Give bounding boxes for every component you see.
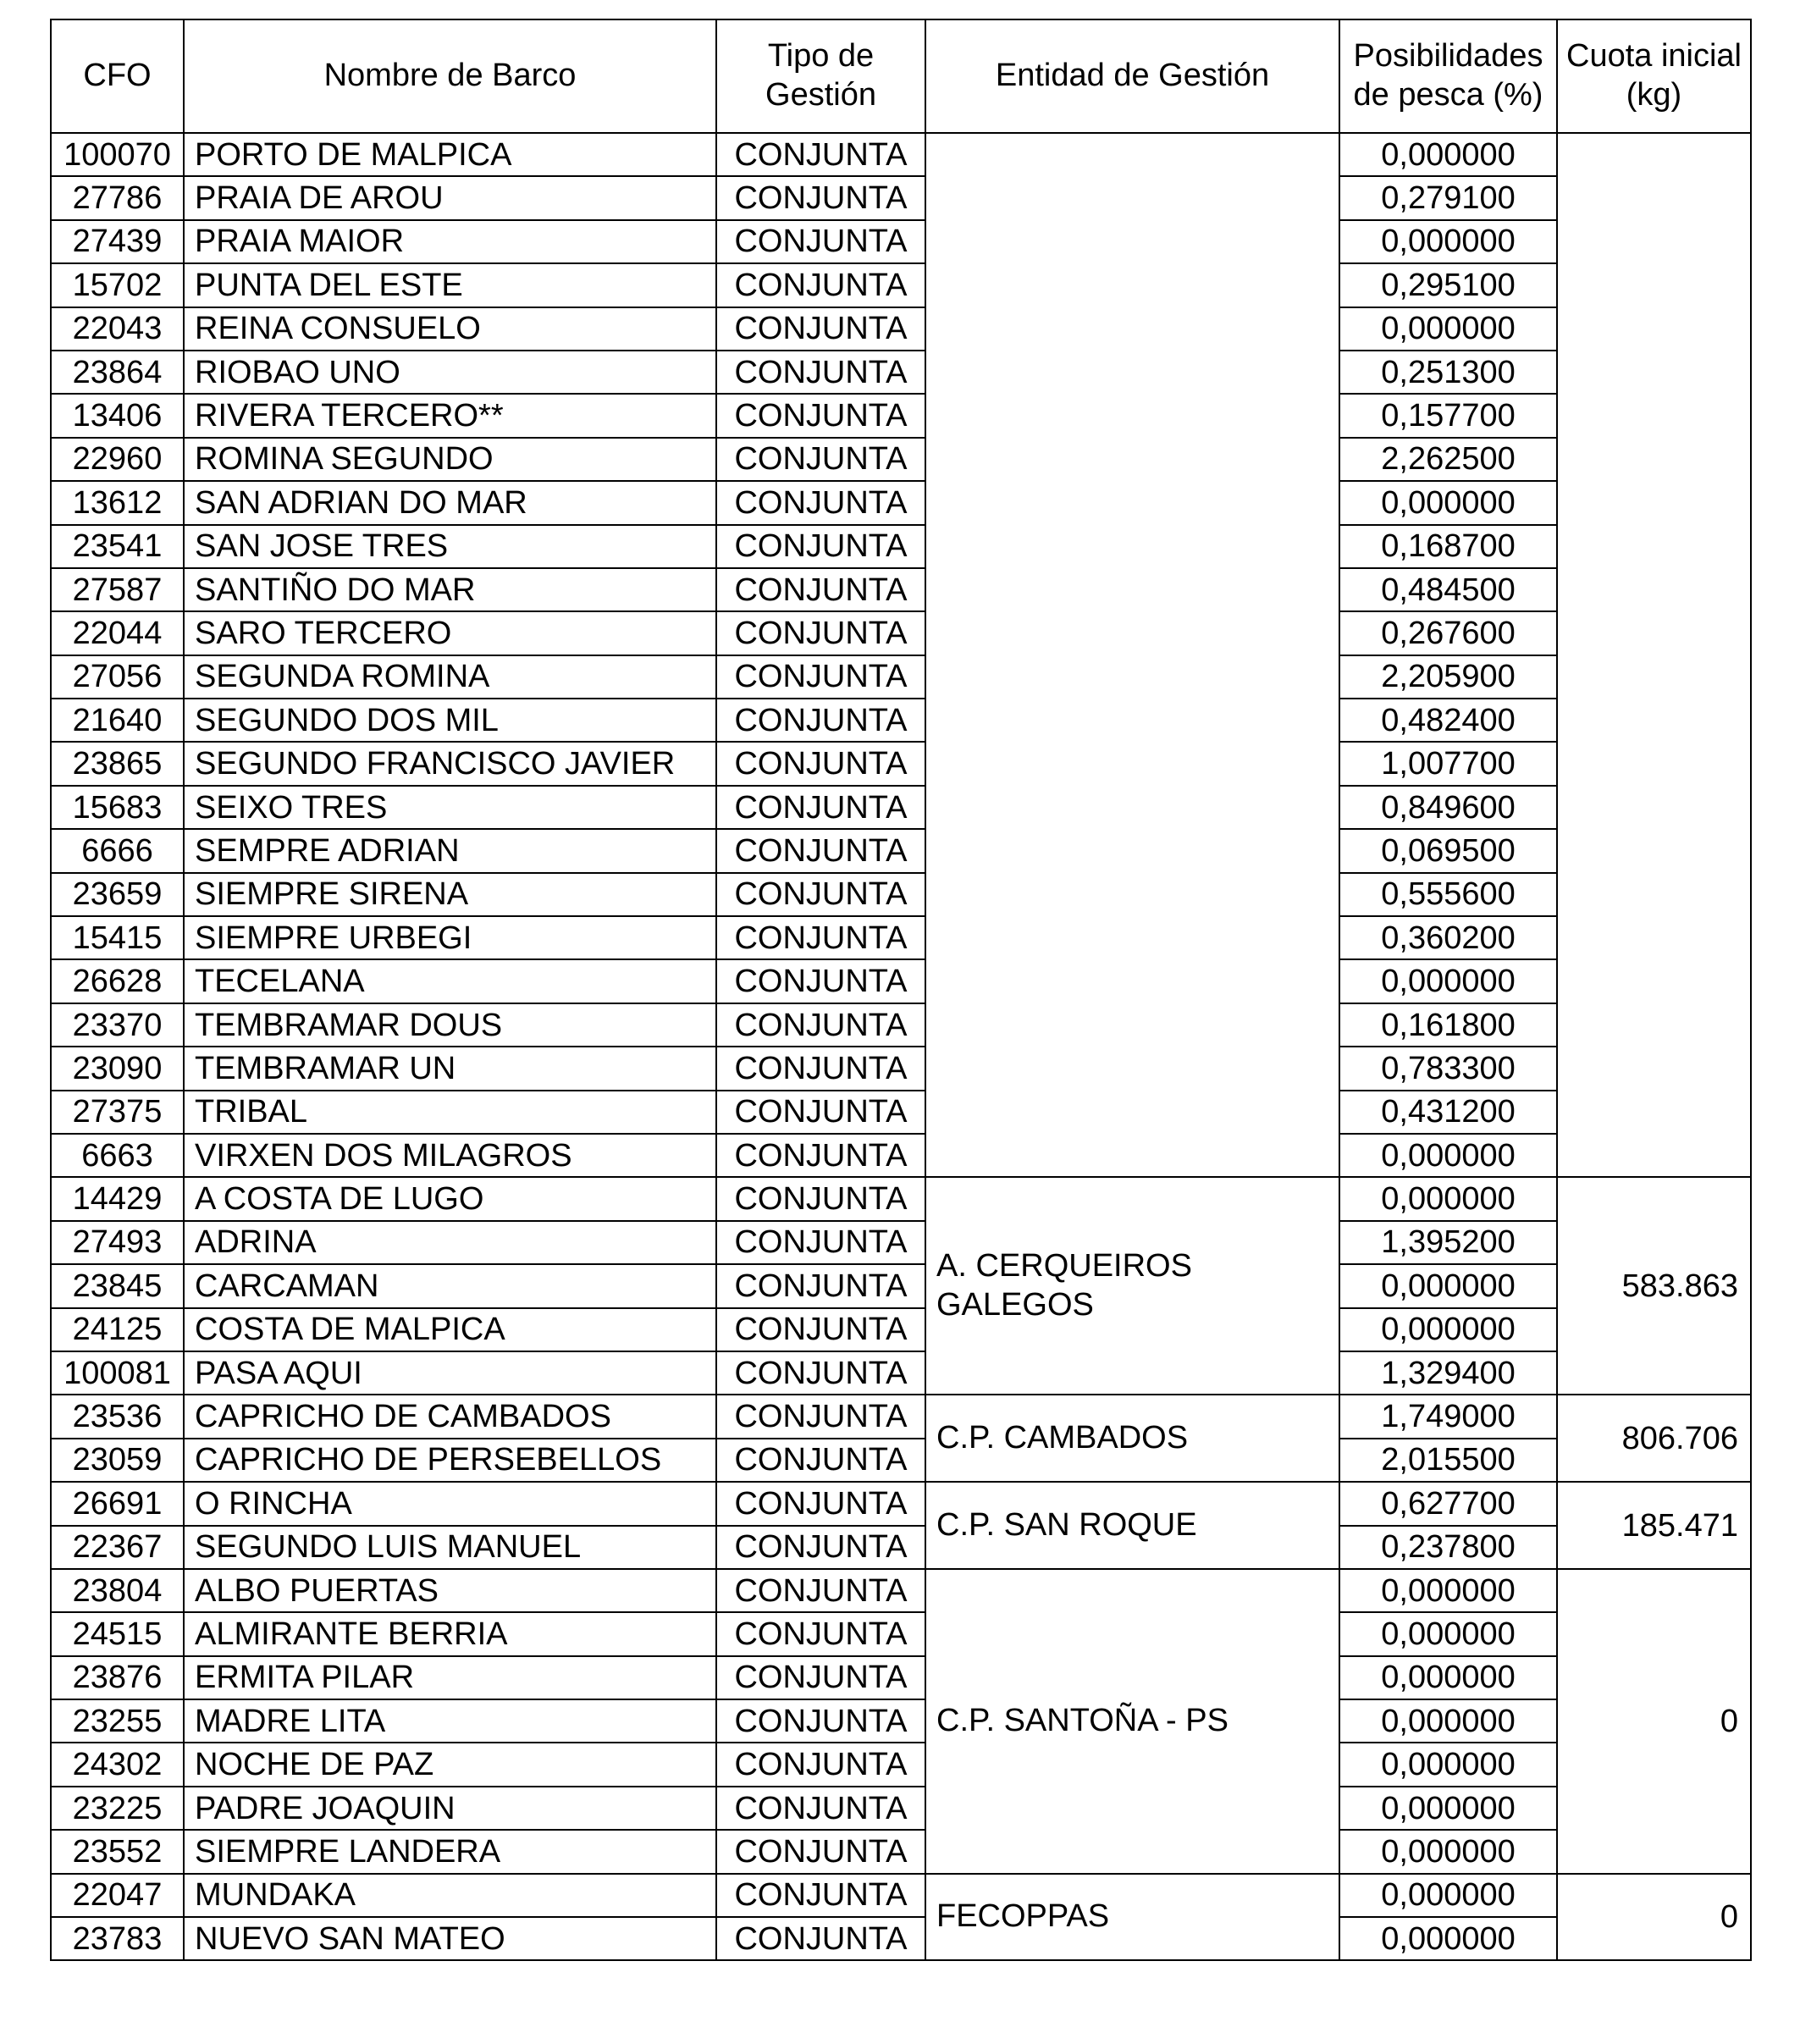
table-row [51, 959, 1751, 1003]
table-row [51, 1439, 1751, 1482]
table-row [51, 351, 1751, 394]
table-row [51, 133, 1751, 176]
table-row [51, 263, 1751, 307]
fishing-possibilities-cell: 0,000000 [1339, 1656, 1557, 1699]
fishing-possibilities-cell: 0,000000 [1339, 1917, 1557, 1960]
cfo-cell: 23255 [51, 1699, 184, 1743]
vessel-name-cell: CAPRICHO DE PERSEBELLOS [184, 1439, 716, 1482]
management-entity-cell [925, 133, 1339, 1177]
quota-table [50, 19, 1752, 1961]
management-type-cell: CONJUNTA [716, 307, 925, 351]
header-entidad: Entidad de Gestión [925, 19, 1339, 133]
vessel-name-cell: PORTO DE MALPICA [184, 133, 716, 176]
management-type-cell: CONJUNTA [716, 1482, 925, 1525]
table-row [51, 1569, 1751, 1612]
fishing-possibilities-cell: 0,000000 [1339, 1264, 1557, 1307]
vessel-name-cell: PUNTA DEL ESTE [184, 263, 716, 307]
table-row [51, 1221, 1751, 1264]
table-row [51, 1351, 1751, 1395]
management-type-cell: CONJUNTA [716, 1308, 925, 1351]
management-type-cell: CONJUNTA [716, 1656, 925, 1699]
vessel-name-cell: SANTIÑO DO MAR [184, 568, 716, 611]
vessel-name-cell: SEIXO TRES [184, 786, 716, 829]
fishing-possibilities-cell: 0,849600 [1339, 786, 1557, 829]
fishing-possibilities-cell: 0,000000 [1339, 133, 1557, 176]
cfo-cell: 27493 [51, 1221, 184, 1264]
vessel-name-cell: TEMBRAMAR UN [184, 1047, 716, 1090]
fishing-possibilities-cell: 0,000000 [1339, 1787, 1557, 1830]
cfo-cell: 23090 [51, 1047, 184, 1090]
management-type-cell: CONJUNTA [716, 438, 925, 481]
management-type-cell: CONJUNTA [716, 1221, 925, 1264]
table-row [51, 611, 1751, 655]
cfo-cell: 26628 [51, 959, 184, 1003]
management-type-cell: CONJUNTA [716, 1917, 925, 1960]
management-type-cell: CONJUNTA [716, 1743, 925, 1786]
management-type-cell: CONJUNTA [716, 1264, 925, 1307]
initial-quota-cell: 583.863 [1557, 1177, 1751, 1395]
vessel-name-cell: TRIBAL [184, 1091, 716, 1134]
management-type-cell: CONJUNTA [716, 1395, 925, 1438]
table-row [51, 655, 1751, 699]
cfo-cell: 26691 [51, 1482, 184, 1525]
vessel-name-cell: ALMIRANTE BERRIA [184, 1612, 716, 1655]
table-row [51, 1874, 1751, 1917]
table-row [51, 699, 1751, 742]
cfo-cell: 15702 [51, 263, 184, 307]
cfo-cell: 23659 [51, 873, 184, 916]
fishing-possibilities-cell: 0,000000 [1339, 1612, 1557, 1655]
management-type-cell: CONJUNTA [716, 916, 925, 959]
table-row [51, 525, 1751, 568]
vessel-name-cell: RIOBAO UNO [184, 351, 716, 394]
initial-quota-cell: 185.471 [1557, 1482, 1751, 1569]
cfo-cell: 23876 [51, 1656, 184, 1699]
vessel-name-cell: REINA CONSUELO [184, 307, 716, 351]
fishing-possibilities-cell: 0,000000 [1339, 307, 1557, 351]
management-type-cell: CONJUNTA [716, 873, 925, 916]
cfo-cell: 14429 [51, 1177, 184, 1220]
fishing-possibilities-cell: 0,000000 [1339, 1699, 1557, 1743]
cfo-cell: 27439 [51, 220, 184, 263]
management-type-cell: CONJUNTA [716, 1091, 925, 1134]
cfo-cell: 23783 [51, 1917, 184, 1960]
fishing-possibilities-cell: 0,000000 [1339, 1134, 1557, 1177]
cfo-cell: 15415 [51, 916, 184, 959]
vessel-name-cell: SEGUNDO DOS MIL [184, 699, 716, 742]
table-row [51, 1395, 1751, 1438]
management-type-cell: CONJUNTA [716, 481, 925, 524]
cfo-cell: 27375 [51, 1091, 184, 1134]
vessel-name-cell: NUEVO SAN MATEO [184, 1917, 716, 1960]
cfo-cell: 23536 [51, 1395, 184, 1438]
vessel-name-cell: A COSTA DE LUGO [184, 1177, 716, 1220]
vessel-name-cell: TECELANA [184, 959, 716, 1003]
vessel-name-cell: SEGUNDA ROMINA [184, 655, 716, 699]
header-posibilidades: Posibilidades de pesca (%) [1339, 19, 1557, 133]
table-row [51, 1612, 1751, 1655]
management-type-cell: CONJUNTA [716, 786, 925, 829]
management-type-cell: CONJUNTA [716, 1699, 925, 1743]
table-row [51, 1003, 1751, 1047]
vessel-name-cell: SAN JOSE TRES [184, 525, 716, 568]
cfo-cell: 23059 [51, 1439, 184, 1482]
cfo-cell: 23845 [51, 1264, 184, 1307]
table-row [51, 1177, 1751, 1220]
vessel-name-cell: CARCAMAN [184, 1264, 716, 1307]
vessel-name-cell: SIEMPRE LANDERA [184, 1830, 716, 1873]
fishing-possibilities-cell: 0,000000 [1339, 1308, 1557, 1351]
table-body [51, 133, 1751, 1960]
fishing-possibilities-cell: 0,000000 [1339, 1874, 1557, 1917]
fishing-possibilities-cell: 1,749000 [1339, 1395, 1557, 1438]
fishing-possibilities-cell: 0,161800 [1339, 1003, 1557, 1047]
cfo-cell: 100081 [51, 1351, 184, 1395]
fishing-possibilities-cell: 0,783300 [1339, 1047, 1557, 1090]
management-type-cell: CONJUNTA [716, 611, 925, 655]
table-row [51, 786, 1751, 829]
cfo-cell: 23225 [51, 1787, 184, 1830]
fishing-possibilities-cell: 0,000000 [1339, 959, 1557, 1003]
cfo-cell: 15683 [51, 786, 184, 829]
initial-quota-cell [1557, 133, 1751, 1177]
management-entity-cell: FECOPPAS [925, 1874, 1339, 1961]
management-type-cell: CONJUNTA [716, 1569, 925, 1612]
table-row [51, 1134, 1751, 1177]
management-type-cell: CONJUNTA [716, 829, 925, 872]
table-row [51, 1526, 1751, 1569]
cfo-cell: 22043 [51, 307, 184, 351]
management-type-cell: CONJUNTA [716, 176, 925, 219]
table-row [51, 1264, 1751, 1307]
cfo-cell: 22367 [51, 1526, 184, 1569]
vessel-name-cell: COSTA DE MALPICA [184, 1308, 716, 1351]
vessel-name-cell: ALBO PUERTAS [184, 1569, 716, 1612]
management-type-cell: CONJUNTA [716, 133, 925, 176]
management-type-cell: CONJUNTA [716, 1874, 925, 1917]
fishing-possibilities-cell: 0,295100 [1339, 263, 1557, 307]
management-type-cell: CONJUNTA [716, 959, 925, 1003]
management-type-cell: CONJUNTA [716, 351, 925, 394]
cfo-cell: 23864 [51, 351, 184, 394]
fishing-possibilities-cell: 2,015500 [1339, 1439, 1557, 1482]
vessel-name-cell: ERMITA PILAR [184, 1656, 716, 1699]
cfo-cell: 13406 [51, 394, 184, 437]
management-type-cell: CONJUNTA [716, 263, 925, 307]
fishing-possibilities-cell: 0,237800 [1339, 1526, 1557, 1569]
cfo-cell: 27587 [51, 568, 184, 611]
table-row [51, 1091, 1751, 1134]
management-type-cell: CONJUNTA [716, 1787, 925, 1830]
vessel-name-cell: PRAIA MAIOR [184, 220, 716, 263]
table-row [51, 307, 1751, 351]
table-row [51, 1482, 1751, 1525]
table-row [51, 1699, 1751, 1743]
table-row [51, 1656, 1751, 1699]
table-row [51, 176, 1751, 219]
management-entity-cell: A. CERQUEIROS GALEGOS [925, 1177, 1339, 1395]
fishing-possibilities-cell: 0,279100 [1339, 176, 1557, 219]
fishing-possibilities-cell: 0,157700 [1339, 394, 1557, 437]
management-entity-cell: C.P. SANTOÑA - PS [925, 1569, 1339, 1874]
management-type-cell: CONJUNTA [716, 394, 925, 437]
table-row [51, 1308, 1751, 1351]
management-type-cell: CONJUNTA [716, 742, 925, 785]
vessel-name-cell: SIEMPRE SIRENA [184, 873, 716, 916]
management-entity-cell: C.P. CAMBADOS [925, 1395, 1339, 1482]
header-cuota: Cuota inicial (kg) [1557, 19, 1751, 133]
cfo-cell: 13612 [51, 481, 184, 524]
table-row [51, 568, 1751, 611]
initial-quota-cell: 0 [1557, 1874, 1751, 1961]
fishing-possibilities-cell: 0,482400 [1339, 699, 1557, 742]
management-type-cell: CONJUNTA [716, 1177, 925, 1220]
header-nombre: Nombre de Barco [184, 19, 716, 133]
cfo-cell: 24302 [51, 1743, 184, 1786]
fishing-possibilities-cell: 0,168700 [1339, 525, 1557, 568]
management-type-cell: CONJUNTA [716, 1830, 925, 1873]
vessel-name-cell: SEGUNDO FRANCISCO JAVIER [184, 742, 716, 785]
cfo-cell: 23541 [51, 525, 184, 568]
fishing-possibilities-cell: 0,000000 [1339, 1743, 1557, 1786]
cfo-cell: 6663 [51, 1134, 184, 1177]
vessel-name-cell: PRAIA DE AROU [184, 176, 716, 219]
fishing-possibilities-cell: 0,069500 [1339, 829, 1557, 872]
vessel-name-cell: VIRXEN DOS MILAGROS [184, 1134, 716, 1177]
header-tipo: Tipo de Gestión [716, 19, 925, 133]
management-type-cell: CONJUNTA [716, 1351, 925, 1395]
table-row [51, 1743, 1751, 1786]
vessel-name-cell: O RINCHA [184, 1482, 716, 1525]
cfo-cell: 24515 [51, 1612, 184, 1655]
fishing-possibilities-cell: 0,555600 [1339, 873, 1557, 916]
fishing-possibilities-cell: 1,395200 [1339, 1221, 1557, 1264]
cfo-cell: 23370 [51, 1003, 184, 1047]
header-row [51, 19, 1751, 133]
vessel-name-cell: SIEMPRE URBEGI [184, 916, 716, 959]
management-type-cell: CONJUNTA [716, 655, 925, 699]
table-row [51, 1047, 1751, 1090]
cfo-cell: 23804 [51, 1569, 184, 1612]
table-row [51, 829, 1751, 872]
management-type-cell: CONJUNTA [716, 220, 925, 263]
vessel-name-cell: SARO TERCERO [184, 611, 716, 655]
management-type-cell: CONJUNTA [716, 1134, 925, 1177]
vessel-name-cell: MUNDAKA [184, 1874, 716, 1917]
management-type-cell: CONJUNTA [716, 1047, 925, 1090]
vessel-name-cell: ADRINA [184, 1221, 716, 1264]
fishing-possibilities-cell: 0,000000 [1339, 1830, 1557, 1873]
table-row [51, 438, 1751, 481]
fishing-possibilities-cell: 0,431200 [1339, 1091, 1557, 1134]
cfo-cell: 100070 [51, 133, 184, 176]
fishing-possibilities-cell: 0,360200 [1339, 916, 1557, 959]
cfo-cell: 24125 [51, 1308, 184, 1351]
initial-quota-cell: 806.706 [1557, 1395, 1751, 1482]
fishing-possibilities-cell: 0,251300 [1339, 351, 1557, 394]
table-row [51, 873, 1751, 916]
vessel-name-cell: TEMBRAMAR DOUS [184, 1003, 716, 1047]
cfo-cell: 27056 [51, 655, 184, 699]
fishing-possibilities-cell: 0,000000 [1339, 1569, 1557, 1612]
cfo-cell: 23552 [51, 1830, 184, 1873]
cfo-cell: 22044 [51, 611, 184, 655]
fishing-possibilities-cell: 1,329400 [1339, 1351, 1557, 1395]
cfo-cell: 22047 [51, 1874, 184, 1917]
cfo-cell: 21640 [51, 699, 184, 742]
fishing-possibilities-cell: 2,262500 [1339, 438, 1557, 481]
table-row [51, 1787, 1751, 1830]
fishing-possibilities-cell: 2,205900 [1339, 655, 1557, 699]
fishing-possibilities-cell: 0,000000 [1339, 220, 1557, 263]
fishing-possibilities-cell: 1,007700 [1339, 742, 1557, 785]
management-type-cell: CONJUNTA [716, 525, 925, 568]
management-type-cell: CONJUNTA [716, 1439, 925, 1482]
fishing-possibilities-cell: 0,267600 [1339, 611, 1557, 655]
cfo-cell: 6666 [51, 829, 184, 872]
vessel-name-cell: ROMINA SEGUNDO [184, 438, 716, 481]
fishing-possibilities-cell: 0,484500 [1339, 568, 1557, 611]
fishing-possibilities-cell: 0,000000 [1339, 481, 1557, 524]
vessel-name-cell: SEMPRE ADRIAN [184, 829, 716, 872]
vessel-name-cell: SEGUNDO LUIS MANUEL [184, 1526, 716, 1569]
fishing-possibilities-cell: 0,000000 [1339, 1177, 1557, 1220]
cfo-cell: 23865 [51, 742, 184, 785]
table-row [51, 742, 1751, 785]
management-entity-cell: C.P. SAN ROQUE [925, 1482, 1339, 1569]
vessel-name-cell: PASA AQUI [184, 1351, 716, 1395]
management-type-cell: CONJUNTA [716, 699, 925, 742]
management-type-cell: CONJUNTA [716, 1612, 925, 1655]
table-row [51, 1917, 1751, 1960]
management-type-cell: CONJUNTA [716, 1003, 925, 1047]
vessel-name-cell: PADRE JOAQUIN [184, 1787, 716, 1830]
fishing-possibilities-cell: 0,627700 [1339, 1482, 1557, 1525]
vessel-name-cell: RIVERA TERCERO** [184, 394, 716, 437]
cfo-cell: 22960 [51, 438, 184, 481]
header-cfo: CFO [51, 19, 184, 133]
initial-quota-cell: 0 [1557, 1569, 1751, 1874]
table-row [51, 481, 1751, 524]
vessel-name-cell: CAPRICHO DE CAMBADOS [184, 1395, 716, 1438]
table-row [51, 916, 1751, 959]
vessel-name-cell: MADRE LITA [184, 1699, 716, 1743]
management-type-cell: CONJUNTA [716, 568, 925, 611]
table-row [51, 394, 1751, 437]
cfo-cell: 27786 [51, 176, 184, 219]
vessel-name-cell: SAN ADRIAN DO MAR [184, 481, 716, 524]
table-row [51, 220, 1751, 263]
vessel-name-cell: NOCHE DE PAZ [184, 1743, 716, 1786]
table-row [51, 1830, 1751, 1873]
management-type-cell: CONJUNTA [716, 1526, 925, 1569]
